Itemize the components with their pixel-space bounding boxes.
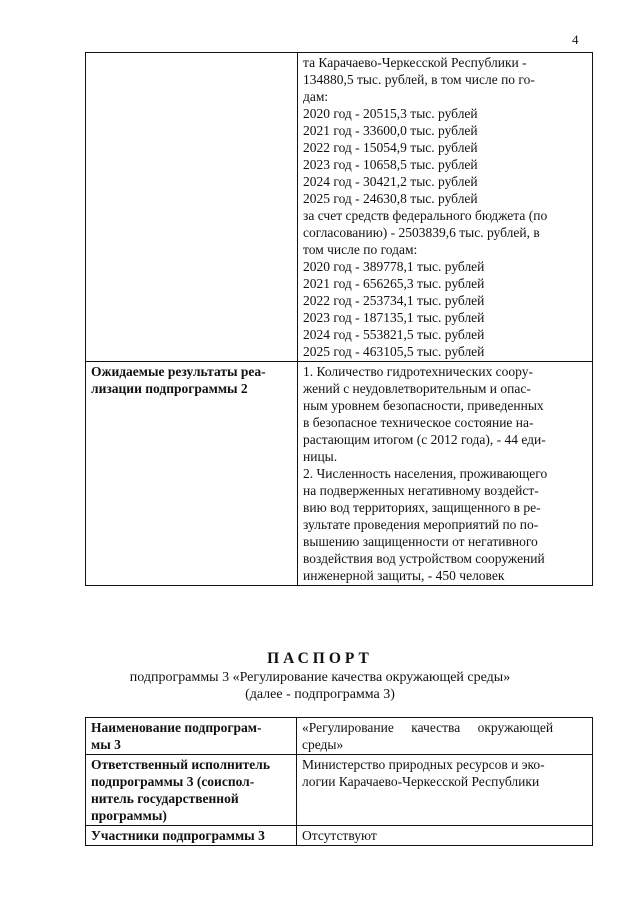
executor-label-cell — [86, 755, 297, 826]
funding-table — [85, 52, 593, 586]
text-line: 2021 год - 33600,0 тыс. рублей — [303, 123, 478, 138]
text-line: Наименование подпрограм- — [91, 720, 262, 735]
text-line: 2025 год - 24630,8 тыс. рублей — [303, 191, 478, 206]
text-line: Министерство природных ресурсов и эко- — [302, 757, 545, 772]
text-line: ницы. — [303, 449, 338, 464]
results-label-cell — [86, 362, 298, 586]
table-row — [86, 53, 593, 362]
text-line: вышению защищенности от негативного — [303, 534, 538, 549]
text-line: 2024 год - 553821,5 тыс. рублей — [303, 327, 485, 342]
text-line: 1. Количество гидротехнических соору- — [303, 364, 533, 379]
text-line: Отсутствуют — [302, 828, 377, 843]
text-line: 2023 год - 187135,1 тыс. рублей — [303, 310, 485, 325]
text-line: том числе по годам: — [303, 242, 418, 257]
text-line: логии Карачаево-Черкесской Республики — [302, 774, 540, 789]
results-value-cell — [298, 362, 593, 586]
table-row — [86, 755, 593, 826]
funding-cell — [298, 53, 593, 362]
name-value-cell — [297, 718, 593, 755]
text-line: 2024 год - 30421,2 тыс. рублей — [303, 174, 478, 189]
text-line: нитель государственной — [91, 791, 239, 806]
text-line: вию вод территориях, защищенного в ре- — [303, 500, 541, 515]
text-line: 2022 год - 15054,9 тыс. рублей — [303, 140, 478, 155]
text-line: в безопасное техническое состояние на- — [303, 415, 534, 430]
text-line: дам: — [303, 89, 329, 104]
text-line: лизации подпрограммы 2 — [91, 381, 248, 396]
text-line: растающим итогом (с 2012 года), - 44 еди- — [303, 432, 546, 447]
text-line: Ожидаемые результаты реа- — [91, 364, 266, 379]
passport-title: ПАСПОРТ — [267, 650, 373, 667]
text-line: согласованию) - 2503839,6 тыс. рублей, в — [303, 225, 540, 240]
text-line: инженерной защиты, - 450 человек — [303, 568, 505, 583]
text-line: программы) — [91, 808, 167, 823]
text-line: подпрограммы 3 (соиспол- — [91, 774, 255, 789]
text-line: мы 3 — [91, 737, 121, 752]
participants-label-cell — [86, 826, 297, 846]
text-line: зультате проведения мероприятий по по- — [303, 517, 539, 532]
text-line: жений с неудовлетворительным и опас- — [303, 381, 531, 396]
text-line: 2. Численность населения, проживающего — [303, 466, 548, 481]
empty-left-cell — [86, 53, 298, 362]
text-line: ным уровнем безопасности, приведенных — [303, 398, 544, 413]
name-label-cell — [86, 718, 297, 755]
text-line: 2020 год - 20515,3 тыс. рублей — [303, 106, 478, 121]
text-line: за счет средств федерального бюджета (по — [303, 208, 548, 223]
text-line: 2021 год - 656265,3 тыс. рублей — [303, 276, 485, 291]
text-line: 2023 год - 10658,5 тыс. рублей — [303, 157, 478, 172]
text-line: воздействия вод устройством сооружений — [303, 551, 545, 566]
text-line: та Карачаево-Черкесской Республики - — [303, 55, 527, 70]
text-line: на подверженных негативному воздейст- — [303, 483, 539, 498]
text-line: среды» — [302, 737, 344, 752]
participants-value-cell — [297, 826, 593, 846]
table-row — [86, 826, 593, 846]
text-line: 134880,5 тыс. рублей, в том числе по го- — [303, 72, 535, 87]
executor-value-cell — [297, 755, 593, 826]
text-line: 2025 год - 463105,5 тыс. рублей — [303, 344, 485, 359]
table-row — [86, 362, 593, 586]
text-line: 2020 год - 389778,1 тыс. рублей — [303, 259, 485, 274]
text-line: 2022 год - 253734,1 тыс. рублей — [303, 293, 485, 308]
text-line: Участники подпрограммы 3 — [91, 828, 265, 843]
text-line: Ответственный исполнитель — [91, 757, 270, 772]
text-line: «Регулирование качества окружающей — [302, 720, 554, 735]
table-row — [86, 718, 593, 755]
passport-subtitle: подпрограммы 3 «Регулирование качества окружающей среды» — [129, 670, 511, 685]
passport-table — [85, 717, 593, 846]
page-number: 4 — [572, 32, 579, 47]
passport-subtitle-note: (далее - подпрограмма 3) — [245, 687, 395, 702]
